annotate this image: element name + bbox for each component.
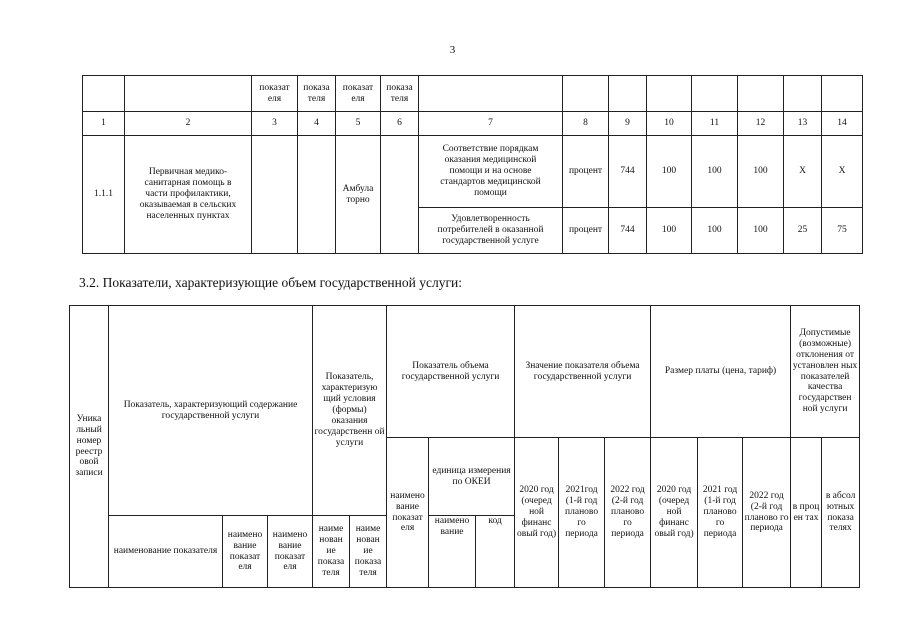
volume-indicators-table [69,305,860,588]
column-number: 14 [822,112,863,136]
unit-value: процент [563,136,609,208]
deviation-percent: 25 [784,208,822,254]
column-number: 9 [609,112,647,136]
volume-2022-header: 2022 год (2-й год планово го периода [605,438,651,588]
header-row [70,306,860,438]
table-row [83,136,863,208]
volume-value-header: Значение показателя объема государственной услуги [515,306,651,438]
header-label: показат еля [252,76,298,112]
column-number: 5 [336,112,381,136]
name-indicator-header: наиме нован ие показа теля [350,516,387,588]
name-indicator-header: наимено вание показат еля [223,516,268,588]
column-number: 11 [692,112,738,136]
value-2021: 100 [692,136,738,208]
header-label: показа теля [381,76,419,112]
column-number: 13 [784,112,822,136]
fee-2021-header: 2021 год (1-й год планово го периода [698,438,743,588]
name-indicator-header: наиме нован ие показа теля [313,516,350,588]
volume-indicator-header: Показатель объема государственной услуги [387,306,515,438]
deviation-absolute: 75 [822,208,863,254]
row-code: 1.1.1 [83,136,125,254]
column-number-row [83,112,863,136]
deviation-percent-header: в проц ен тах [791,438,822,588]
column-number: 3 [252,112,298,136]
deviation-absolute: Х [822,136,863,208]
unit-value: процент [563,208,609,254]
volume-2020-header: 2020 год (очеред ной финанс овый год) [515,438,559,588]
column-number: 12 [738,112,784,136]
column-number: 2 [125,112,252,136]
header-row [83,76,863,112]
value-2022: 100 [738,136,784,208]
volume-2021-header: 2021год (1-й год планово го периода [559,438,605,588]
deviation-absolute-header: в абсол ютных показа телях [822,438,860,588]
section-heading: 3.2. Показатели, характеризующие объем государственной услуги: [79,275,462,290]
okei-code: 744 [609,136,647,208]
column-number: 4 [298,112,336,136]
indicator-name: Удовлетворенность потребителей в оказанной государственной услуге [419,208,563,254]
value-2020: 100 [647,136,692,208]
column-number: 10 [647,112,692,136]
unique-number-header: Уника льный номер реестр овой записи [70,306,109,588]
deviation-percent: Х [784,136,822,208]
column-number: 7 [419,112,563,136]
name-indicator-header: наимено вание показат еля [268,516,313,588]
conditions-indicator-header: Показатель, характеризую щий условия (формы) оказания государственн ой услуги [313,306,387,516]
service-name: Первичная медико-санитарная помощь в части профилактики, оказываемая в сельских населенных пунктах [125,136,252,254]
okei-name-header: наимено вание [429,516,476,588]
value-2021: 100 [692,208,738,254]
column-number: 8 [563,112,609,136]
value-2020: 100 [647,208,692,254]
fee-2022-header: 2022 год (2-й год планово го периода [743,438,791,588]
header-label: показат еля [336,76,381,112]
fee-2020-header: 2020 год (очеред ной финанс овый год) [651,438,698,588]
deviations-header: Допустимые (возможные) отклонения от установлен ных показателей качества государствен ной услуги [791,306,860,438]
content-indicator-header: Показатель, характеризующий содержание государственной услуги [109,306,313,516]
column-number: 1 [83,112,125,136]
quality-indicators-table [82,75,863,254]
value-2022: 100 [738,208,784,254]
condition-value: Амбула торно [336,136,381,254]
fee-header: Размер платы (цена, тариф) [651,306,791,438]
unit-okei-header: единица измерения по ОКЕИ [429,438,515,516]
column-number: 6 [381,112,419,136]
okei-code: 744 [609,208,647,254]
name-indicator-header: наименование показателя [109,516,223,588]
indicator-name-header: наимено вание показат еля [387,438,429,588]
header-label: показа теля [298,76,336,112]
indicator-name: Соответствие порядкам оказания медицинской помощи и на основе стандартов медицинской помощи [419,136,563,208]
page-number: 3 [449,44,456,56]
okei-code-header: код [476,516,515,588]
